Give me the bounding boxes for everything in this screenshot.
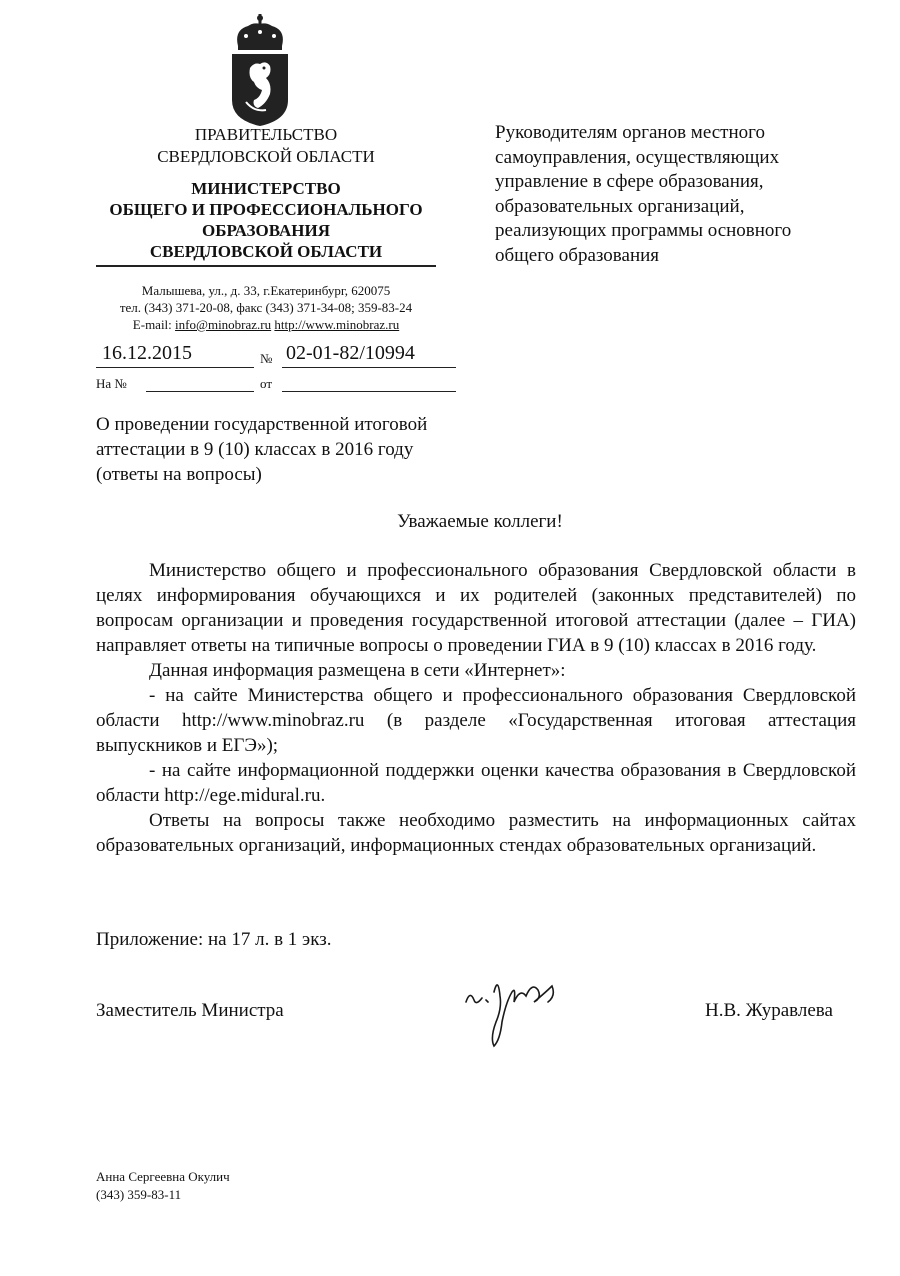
gov-line-1: ПРАВИТЕЛЬСТВО [194,125,338,144]
number-label: № [260,351,273,366]
registration-number: 02-01-82/10994 [286,342,415,364]
appendix-note: Приложение: на 17 л. в 1 экз. [96,929,332,950]
from-underline [282,391,456,392]
ministry-name [96,178,436,262]
ministry-line-3: ОБРАЗОВАНИЯ [202,221,330,240]
body-paragraph: - на сайте Министерства общего и профессионального образования Свердловской области http://www.minobraz.ru (в разделе «Государственная итоговая аттестация выпускников и ЕГЭ»); [96,685,856,756]
ministry-line-1: МИНИСТЕРСТВО [191,179,341,198]
email-line [96,316,436,333]
letter-body [96,558,856,858]
from-label: от [260,376,273,391]
body-paragraph: Данная информация размещена в сети «Интернет»: [149,660,566,681]
recipient-block [495,121,855,268]
website-link[interactable]: http://www.minobraz.ru [274,317,400,332]
signatory-name: Н.В. Журавлева [705,1000,833,1021]
header-divider [96,265,436,267]
signatory-position: Заместитель Министра [96,1000,284,1021]
greeting: Уважаемые коллеги! [397,511,563,532]
date-underline [96,367,254,368]
ministry-line-2: ОБЩЕГО И ПРОФЕССИОНАЛЬНОГО [109,200,423,219]
subject-line: О проведении государственной итоговой [96,414,428,435]
recipient-line: управление в сфере образования, [495,171,764,192]
executor-info [96,1168,230,1204]
executor-phone: (343) 359-83-11 [96,1187,182,1202]
phones: тел. (343) 371-20-08, факс (343) 371-34-08; 359-83-24 [119,300,413,315]
body-paragraph: Ответы на вопросы также необходимо разместить на информационных сайтах образовательных организаций, информационных стендах образовательных организаций. [96,810,856,856]
recipient-line: общего образования [495,244,660,266]
recipient-line: образовательных организаций, [495,195,745,217]
gov-line-2: СВЕРДЛОВСКОЙ ОБЛАСТИ [157,147,375,166]
ministry-line-4: СВЕРДЛОВСКОЙ ОБЛАСТИ [149,242,383,261]
body-paragraph: - на сайте информационной поддержки оценки качества образования в Свердловской области http://ege.midural.ru. [96,760,856,806]
subject-line: аттестации в 9 (10) классах в 2016 году [96,439,414,460]
recipient-line: Руководителям органов местного [495,122,765,143]
subject-line: (ответы на вопросы) [96,464,262,485]
registration-date: 16.12.2015 [102,342,192,364]
registration-block [96,338,466,398]
email-link[interactable]: info@minobraz.ru [175,317,272,332]
number-underline [282,367,456,368]
ministry-contacts [96,282,436,333]
body-paragraph: Министерство общего и профессионального образования Свердловской области в целях информирования обучающихся и их родителей (законных представителей) по вопросам организации и проведения государственной итоговой аттестации (далее – ГИА) направляет ответы на типичные вопросы о проведении ГИА в 9 (10) классах в 2016 году. [96,560,856,656]
email-label: E-mail: [132,317,172,332]
letter-subject [96,412,476,487]
coat-of-arms-icon [220,12,300,128]
executor-name: Анна Сергеевна Окулич [96,1169,230,1184]
government-name [96,124,436,168]
ref-label: На № [96,376,127,391]
recipient-line: самоуправления, осуществляющих [495,146,780,168]
ref-underline [146,391,254,392]
handwritten-signature [460,962,570,1052]
address: Малышева, ул., д. 33, г.Екатеринбург, 620075 [141,283,391,298]
recipient-line: реализующих программы основного [495,220,792,241]
